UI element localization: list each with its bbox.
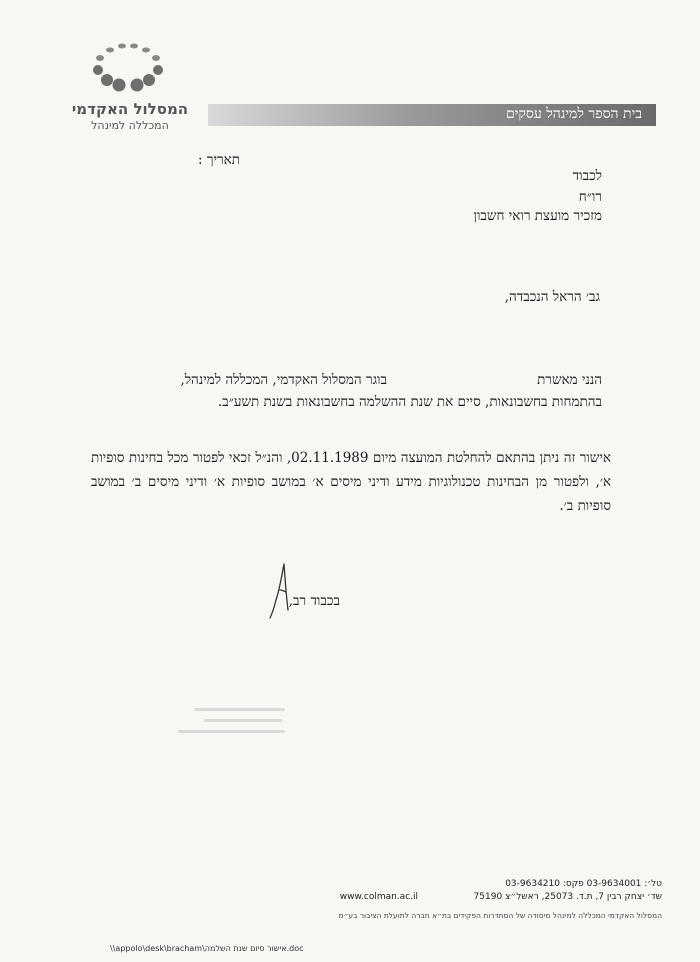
addressee-line-3: מזכיר מועצת רואי חשבון [473, 208, 602, 224]
closing-text: בכבוד רב, [288, 593, 340, 609]
body-paragraph-1-line-2: בהתמחות בחשבונאות, סיים את שנת ההשלמה בחשבונאות בשנת תשע״ב. [217, 394, 602, 410]
date-label: תאריך : [198, 152, 240, 168]
footer-address: שד׳ יצחק רבין 7, ת.ד. 25073, ראשל״צ 75190 [473, 892, 662, 902]
file-path-name: אישור סיום שנת השלמה [204, 944, 287, 953]
college-logo-name: המסלול האקדמי [71, 100, 189, 118]
file-path-extension: .doc [286, 944, 304, 953]
addressee-line-2: רו״ח [578, 189, 602, 205]
school-name-banner [208, 104, 656, 126]
file-path [110, 944, 304, 953]
addressee-line-1: לכבוד [572, 168, 602, 184]
handwritten-signature-icon [264, 560, 298, 620]
footer-website: www.colman.ac.il [339, 892, 418, 902]
body-paragraph-2: אישור זה ניתן בהתאם להחלטת המועצה מיום 02.11.1989, והנ״ל זכאי לפטור מכל בחינות סופיות א׳, ולפטור מן הבחינות טכנולוגיות מידע ודיני מיסים א׳ במושב סופיות א׳ ודיני מיסים ב׳ במושב סופיות ב׳. [91, 450, 611, 514]
footer-legal-text: המסלול האקדמי המכללה למינהל מיסודה של הסתדרות הפקידים בת״א חברה לתועלת הציבור בע״מ [338, 911, 662, 920]
college-logo-icon [88, 40, 168, 92]
file-path-prefix: \\appolo\desk\bracham\ [110, 944, 205, 953]
body-paragraph-1-continuation: בוגר המסלול האקדמי, המכללה למינהל, [180, 372, 387, 388]
college-logo-subtitle: המכללה למינהל [91, 119, 169, 132]
footer-phone-fax: טל׳: 03-9634001 פקס: 03-9634210 [505, 879, 662, 889]
faded-stamp-icon [160, 700, 290, 746]
salutation: גב׳ הראל הנכבדה, [504, 289, 600, 305]
school-name-text: בית הספר למינהל עסקים [506, 106, 642, 122]
body-paragraph-1-start: הנני מאשרת [537, 372, 602, 388]
